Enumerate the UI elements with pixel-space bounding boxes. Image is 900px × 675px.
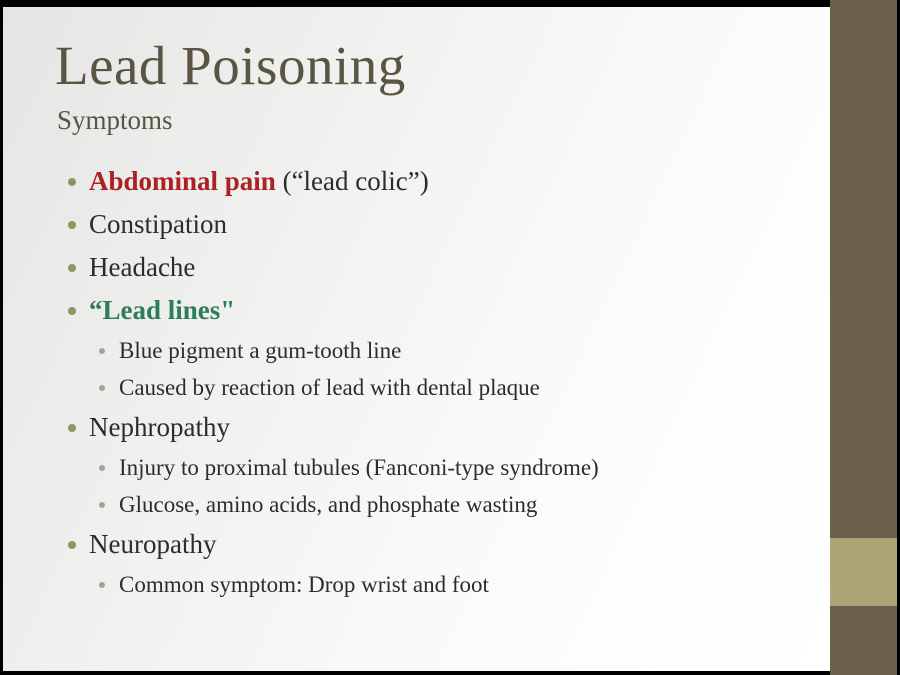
- bullet-dot-icon: [99, 348, 105, 354]
- sub-bullet-item: [3, 332, 820, 369]
- bullet-text: Constipation: [89, 209, 228, 239]
- sub-bullet-item: [3, 566, 820, 603]
- slide-canvas: [3, 7, 830, 671]
- bullet-item: [3, 289, 820, 332]
- bullet-text: Nephropathy: [89, 412, 230, 442]
- bullet-dot-icon: [99, 502, 105, 508]
- bullet-dot-icon: [68, 178, 76, 186]
- sub-bullet-item: [3, 369, 820, 406]
- bullet-text: Abdominal pain (“lead colic”): [89, 166, 429, 196]
- slide-title: Lead Poisoning: [55, 35, 406, 96]
- bullet-text: Glucose, amino acids, and phosphate wasting: [119, 492, 538, 517]
- bullet-item: [3, 406, 820, 449]
- bullet-item: [3, 203, 820, 246]
- bullet-text: Neuropathy: [89, 529, 217, 559]
- bullet-dot-icon: [68, 221, 76, 229]
- bullet-dot-icon: [68, 307, 76, 315]
- bullet-text: Headache: [89, 252, 196, 282]
- bullet-item: [3, 523, 820, 566]
- sub-bullet-item: [3, 486, 820, 523]
- bullet-list: [3, 160, 820, 603]
- sidebar-accent-square: [830, 538, 897, 606]
- bullet-text: Injury to proximal tubules (Fanconi-type syndrome): [119, 455, 599, 480]
- bullet-text: Caused by reaction of lead with dental plaque: [119, 375, 540, 400]
- bullet-item: [3, 160, 820, 203]
- slide-subtitle: Symptoms: [57, 105, 173, 135]
- bullet-dot-icon: [99, 582, 105, 588]
- sidebar-bar: [830, 0, 897, 675]
- bullet-dot-icon: [68, 541, 76, 549]
- bullet-dot-icon: [99, 465, 105, 471]
- bullet-dot-icon: [99, 385, 105, 391]
- sub-bullet-item: [3, 449, 820, 486]
- bullet-item: [3, 246, 820, 289]
- bullet-dot-icon: [68, 424, 76, 432]
- bullet-text: “Lead lines": [89, 295, 236, 325]
- bullet-dot-icon: [68, 264, 76, 272]
- bullet-text: Blue pigment a gum-tooth line: [119, 338, 402, 363]
- bullet-text: Common symptom: Drop wrist and foot: [119, 572, 489, 597]
